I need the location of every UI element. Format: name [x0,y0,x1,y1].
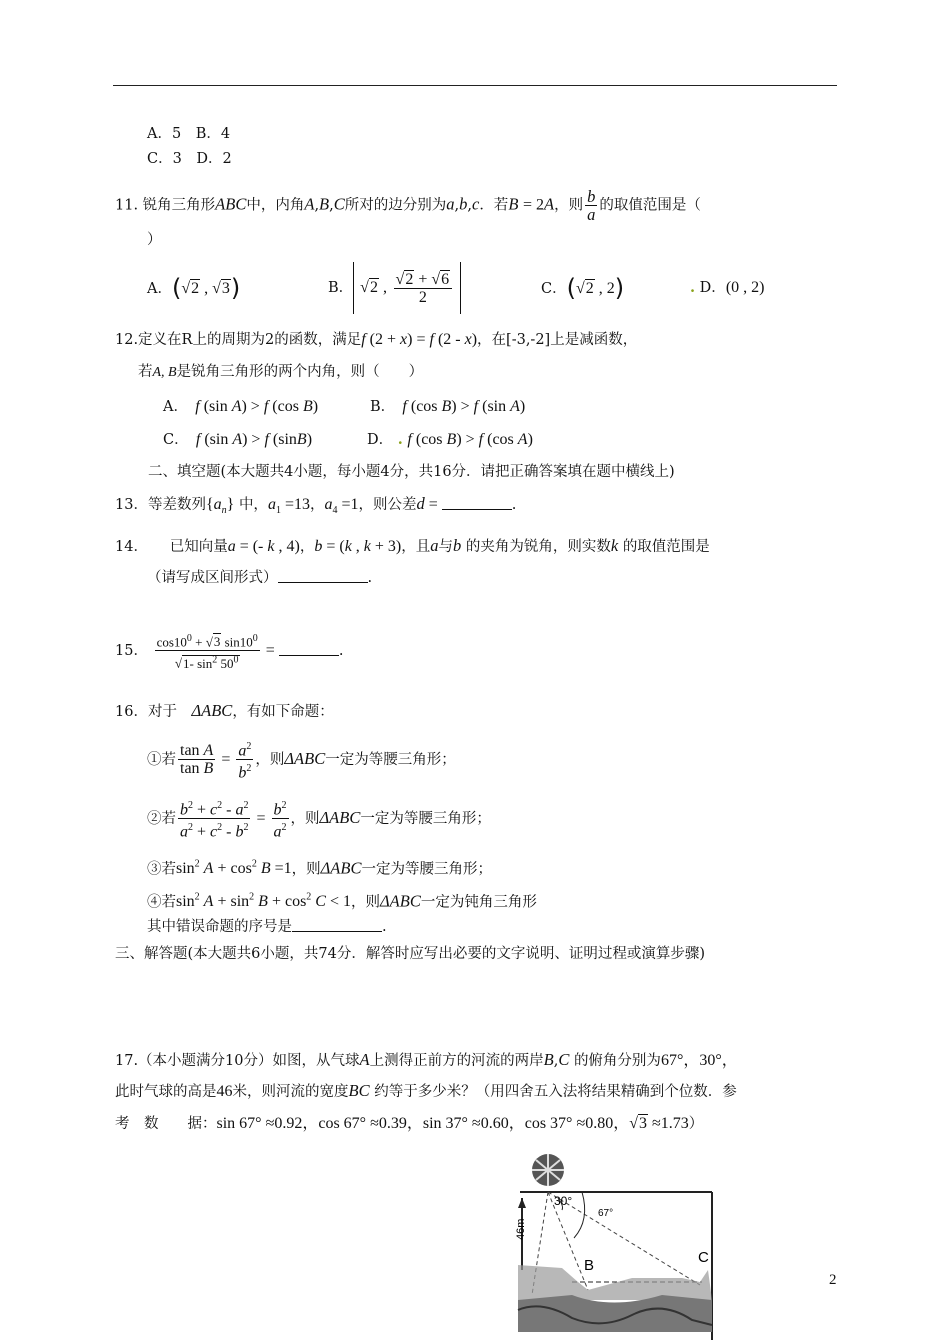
angle-30-label: 30° [554,1194,573,1208]
header-rule [113,85,837,86]
q10-options-line2: C．3 D．2 [147,151,232,167]
point-c-label: C [698,1249,709,1266]
q12-option-b: B． f (cos B) > f (sin A) [370,398,526,415]
q12-line1: 12.定义在R上的周期为2的函数，满足f (2 + x) = f (2 - x)，在[-3,-2]上是减函数， [115,331,638,348]
angle-67-label: 67° [598,1208,614,1219]
q16-proposition-1: ①若 $\frac{\text{tan A}}{\text{tan B}}$ = $\frac{a^2}{b^2}$ ，则ΔABC一定为等腰三角形； [147,738,456,782]
q16-stem: 16．对于 ΔABC，有如下命题： [115,701,334,720]
q12-option-c: C． f (sin A) > f (sinB) [163,431,313,448]
balloon-river-figure [512,1150,752,1340]
q12-option-a: A． f (sin A) > f (cos B) [163,398,319,415]
q11-close-paren: ） [147,232,162,248]
q15: 15． $\frac{\cos 10^0 + √3 \sin 10^0}{√1- \sin^2 50^0}$ = . [115,630,343,672]
q10-options-line1: A．5 B．4 [147,126,231,142]
q16-proposition-2: ②若 $\frac{b^2 + c^2 - a^2}{a^2 + c^2 - b^2}$ = $\frac{b^2}{a^2}$ ，则ΔABC一定为等腰三角形； [147,797,491,841]
q11-option-b: B． √2 , $\frac{√2 + √6}{2}$ [328,262,461,312]
q17-line3: 考 数 据：sin 67° ≈0.92，cos 67° ≈0.39，sin 37° ≈0.60，cos 37° ≈0.80，√3 ≈1.73） [115,1115,704,1132]
q14-line1: 14． 已知向量a = (- k , 4)，b = (k , k + 3)，且a与b 的夹角为锐角，则实数k 的取值范围是 [115,536,710,555]
q11-option-d: . D．(0 , 2) [690,279,765,296]
height-label: 46m [515,1218,527,1240]
q16-proposition-3: ③若$\sin^2 A + \cos^2 B =1$，则ΔABC一定为等腰三角形； [147,858,492,878]
q11-option-a: A．(√2 , √3) [147,274,241,302]
q16-proposition-4: ④若$\sin^2 A + \sin^2 B + \cos^2 C < 1$，则ΔABC一定为钝角三角形 [147,891,537,911]
q17-line2: 此时气球的高是46米，则河流的宽度BC 约等于多少米？（用四舍五入法将结果精确到个位数．参 [115,1081,737,1100]
q17-line1: 17.（本小题满分10分）如图，从气球A上测得正前方的河流的两岸B,C 的俯角分别为67°，30°， [115,1050,738,1069]
q11-option-c: C．(√2 , 2) [541,274,625,302]
q13: 13．等差数列$\{a_n\}$ 中，$a_1 =13$，$a_4 =1$，则公差d = . [115,494,517,517]
q11-stem: 11. 锐角三角形ABC中，内角A,B,C所对的边分别为a,b,c．若B = 2A，则 $\frac{b}{a}$ 的取值范围是（ [115,187,701,224]
q14-line2: （请写成区间形式） . [147,570,373,586]
q16-answer-line: 其中错误命题的序号是 . [147,919,387,935]
q12-option-d: D． . f (cos B) > f (cos A) [367,431,533,448]
section-2-heading: 二、填空题(本大题共4小题，每小题4分，共16分．请把正确答案填在题中横线上) [148,464,675,480]
point-b-label: B [584,1257,595,1274]
balloon-icon [532,1154,564,1186]
q12-line2: 若A, B是锐角三角形的两个内角，则（ ） [138,364,424,380]
page-number: 2 [829,1272,837,1288]
section-3-heading: 三、解答题(本大题共6小题，共74分．解答时应写出必要的文字说明、证明过程或演算步骤) [115,946,705,962]
